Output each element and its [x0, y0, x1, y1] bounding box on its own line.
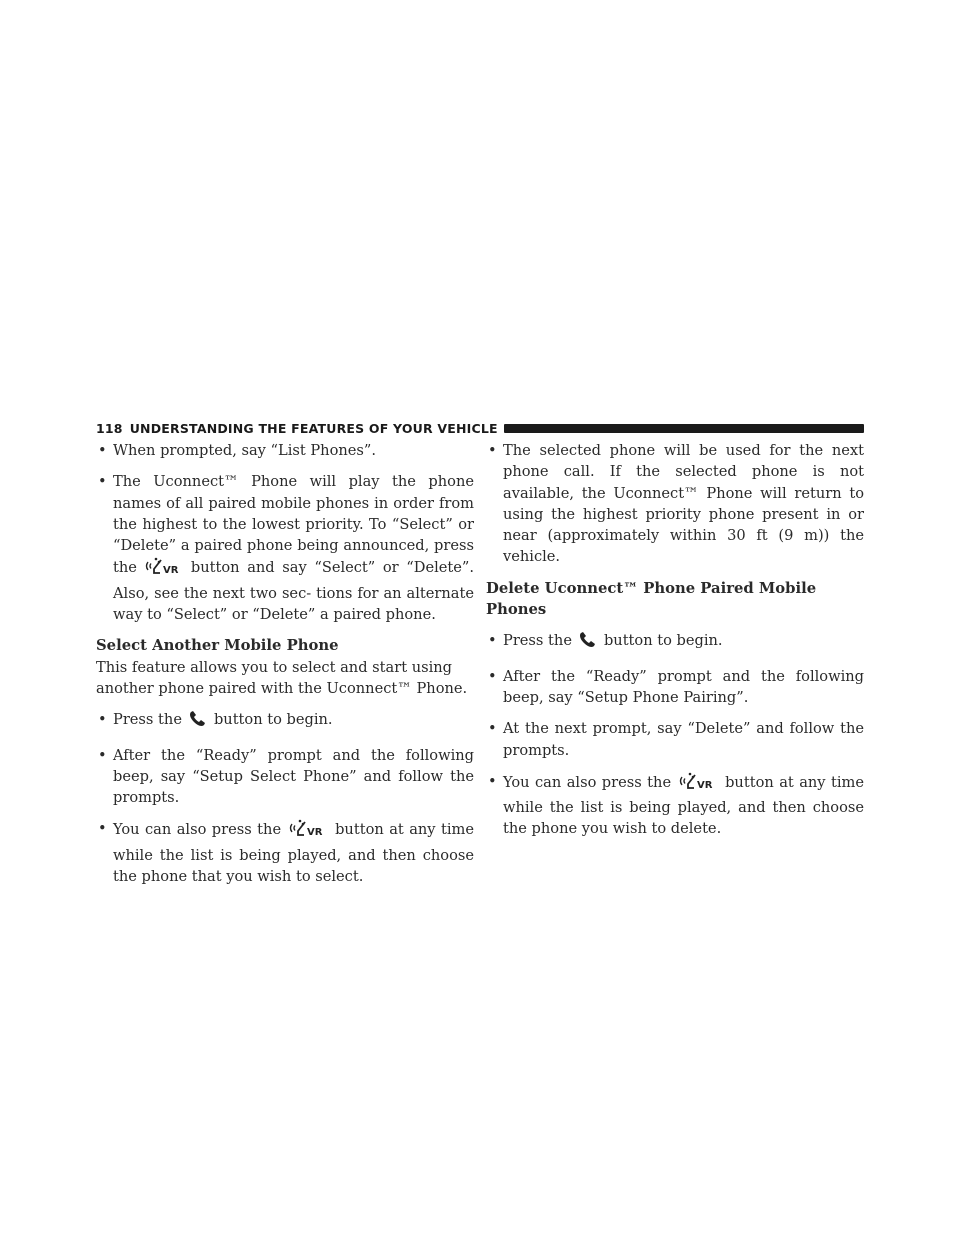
bullet-text: When prompted, say “List Phones”.: [113, 442, 376, 459]
bullet: •: [98, 820, 107, 838]
voice-recognition-icon: [677, 771, 719, 797]
bullet-text: After the “Ready” prompt and the following beep, say “Setup Phone Pairing”.: [503, 667, 864, 706]
bullet-text: The Uconnect™ Phone will play the phone names of all paired mobile phones in order from the highest to the lowest priority. To “Select” or “Delete” a paired phone being announced, press the: [113, 473, 474, 577]
bullet: •: [98, 746, 107, 764]
list-item: [486, 666, 864, 709]
svg-text:VR: VR: [307, 827, 323, 839]
page-title: UNDERSTANDING THE FEATURES OF YOUR VEHICLE: [129, 420, 498, 436]
left-column: [96, 440, 474, 897]
bullet: •: [98, 473, 107, 491]
section-heading: Select Another Mobile Phone: [96, 637, 339, 655]
header-rule: [504, 424, 864, 433]
bullet-text-continued: button and say “Select” or “Delete”. Also, see the next two sec- tions for an alternate way to “Select” or “Delete” a paired phone.: [113, 559, 474, 624]
voice-recognition-icon: [143, 556, 185, 582]
bullet-text: You can also press the: [113, 821, 282, 839]
section-heading: Delete Uconnect™ Phone Paired Mobile Phones: [486, 579, 817, 619]
list-item: [96, 709, 474, 734]
bullet: •: [488, 442, 497, 459]
bullet-text: The selected phone will be used for the next phone call. If the selected phone is not available, the Uconnect™ Phone will return to using the highest priority phone present in or near (approximately within 30 ft (9 m)) the vehicle.: [503, 442, 864, 566]
phone-icon: [578, 631, 598, 655]
list-item: [486, 718, 864, 761]
list-item: [96, 440, 474, 461]
bullet-text: Press the: [503, 632, 572, 650]
bullet-text: At the next prompt, say “Delete” and follow the prompts.: [503, 720, 864, 759]
bullet: •: [98, 442, 107, 459]
phone-icon: [188, 710, 208, 734]
bullet-text: Press the: [113, 711, 182, 729]
page-header: [96, 418, 864, 438]
bullet: •: [98, 711, 107, 729]
svg-text:VR: VR: [697, 779, 713, 791]
bullet: •: [488, 667, 497, 685]
list-item: [96, 818, 474, 887]
bullet: •: [488, 632, 497, 650]
bullet-text-continued: button to begin.: [213, 711, 333, 729]
bullet: •: [488, 720, 497, 738]
bullet-text: After the “Ready” prompt and the following beep, say “Setup Select Phone” and follow the prompts.: [113, 746, 474, 807]
bullet-text-continued: button at any time while the list is being played, and then choose the phone you wish to delete.: [503, 773, 864, 838]
paragraph: This feature allows you to select and start using another phone paired with the Uconnect™ Phone.: [96, 658, 468, 697]
bullet: •: [488, 772, 497, 790]
right-column: [486, 440, 864, 850]
bullet-text: You can also press the: [503, 773, 672, 791]
page-number: 118: [96, 420, 123, 436]
list-item: [96, 471, 474, 625]
voice-recognition-icon: [287, 818, 329, 844]
list-item: [486, 630, 864, 655]
list-item: [486, 771, 864, 840]
bullet-text-continued: button to begin.: [603, 632, 723, 650]
bullet-text-continued: button at any time while the list is being played, and then choose the phone that you wish to select.: [113, 821, 474, 886]
svg-text:VR: VR: [162, 565, 179, 577]
list-item: [486, 440, 864, 568]
list-item: [96, 745, 474, 809]
